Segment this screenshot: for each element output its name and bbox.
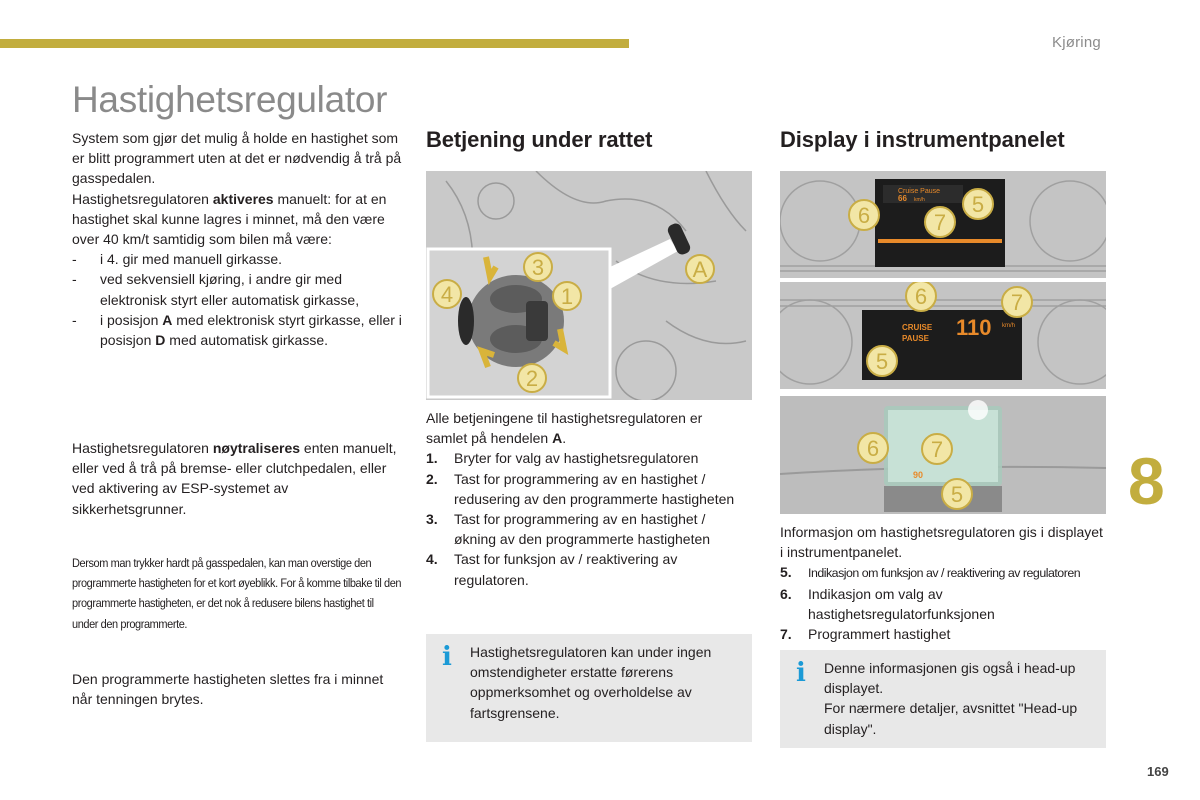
overspeed-note: Dersom man trykker hardt på gasspedalen, kan man overstige den programmerte hastigheten for et kort øyeblikk. For å komme tilbake til den programmerte hastigheten, er det nok å redusere bilens hastighet til under den programmerte. bbox=[72, 556, 402, 631]
info-icon: i bbox=[442, 642, 452, 672]
list-item bbox=[780, 562, 1106, 583]
steering-controls-image bbox=[426, 171, 752, 400]
svg-text:1: 1 bbox=[560, 284, 574, 309]
controls-title: Betjening under rattet bbox=[426, 127, 653, 152]
display-intro: Informasjon om hastighetsregulatoren gis i displayet i instrumentpanelet. bbox=[780, 524, 1103, 561]
activation-suffix: manuelt: for at en hastighet skal kunne lagres i minnet, må den være over 40 km/t samtidig som bilen må være: bbox=[72, 190, 387, 248]
instrument-display-image-2 bbox=[780, 282, 1106, 389]
header-accent-bar bbox=[0, 39, 629, 48]
callout-2 bbox=[518, 364, 546, 392]
chapter-label: Kjøring bbox=[1052, 34, 1101, 51]
controls-list bbox=[426, 448, 746, 589]
svg-text:6: 6 bbox=[914, 284, 928, 309]
callout-5 bbox=[942, 479, 972, 509]
svg-text:66: 66 bbox=[898, 194, 907, 203]
info-icon: i bbox=[796, 658, 806, 688]
neutralize-text bbox=[72, 438, 402, 519]
svg-text:km/h: km/h bbox=[914, 197, 925, 203]
svg-text:6: 6 bbox=[866, 436, 880, 461]
list-item bbox=[426, 549, 746, 589]
list-item-text: Indikasjon om valg av hastighetsregulatorfunksjonen bbox=[808, 585, 995, 622]
item-number: 4. bbox=[426, 551, 438, 568]
list-item bbox=[426, 469, 746, 509]
svg-text:3: 3 bbox=[531, 255, 545, 280]
controls-intro-prefix: Alle betjeningene til hastighetsregulatoren er samlet på hendelen bbox=[426, 410, 703, 447]
activation-paragraph bbox=[72, 189, 402, 250]
display-info-box bbox=[780, 650, 1106, 748]
display-section bbox=[780, 522, 1106, 644]
neutralize-prefix: Hastighetsregulatoren bbox=[72, 440, 213, 456]
svg-text:CRUISE: CRUISE bbox=[902, 323, 933, 332]
callout-7 bbox=[922, 434, 952, 464]
display-title: Display i instrumentpanelet bbox=[780, 127, 1065, 152]
svg-text:2: 2 bbox=[525, 366, 539, 391]
item-number: 2. bbox=[426, 470, 438, 487]
list-item-text: med automatisk girkasse. bbox=[165, 332, 329, 349]
list-item-text: med elektronisk styrt girkasse, eller i posisjon bbox=[100, 311, 402, 349]
list-item bbox=[72, 249, 402, 269]
gear-position-d: D bbox=[155, 332, 166, 349]
item-number: 6. bbox=[780, 585, 792, 602]
controls-info-box bbox=[426, 634, 752, 742]
callout-7 bbox=[1002, 287, 1032, 317]
intro-paragraph: System som gjør det mulig å holde en hastighet som er blitt programmert uten at det er nødvendig å trå på gasspedalen. bbox=[72, 130, 402, 187]
list-item-text: Tast for programmering av en hastighet / økning av den programmerte hastigheten bbox=[454, 511, 711, 548]
callout-6 bbox=[858, 433, 888, 463]
activation-bold: aktiveres bbox=[212, 190, 274, 207]
head-up-display-image bbox=[780, 396, 1106, 514]
activation-prefix: Hastighetsregulatoren bbox=[72, 190, 213, 207]
display-info-line-2: For nærmere detaljer, avsnittet "Head-up display". bbox=[824, 700, 1078, 737]
list-item-text: i posisjon bbox=[100, 311, 163, 328]
callout-5 bbox=[867, 346, 897, 376]
item-number: 1. bbox=[426, 450, 438, 467]
lever-a-label: A bbox=[552, 430, 563, 447]
dash-marker: - bbox=[72, 251, 77, 268]
list-item bbox=[426, 509, 746, 549]
callout-4 bbox=[433, 280, 461, 308]
list-item-text: i 4. gir med manuell girkasse. bbox=[100, 251, 283, 268]
controls-intro-suffix: . bbox=[562, 430, 567, 447]
display-list bbox=[780, 562, 1106, 644]
instrument-display-image-1 bbox=[780, 171, 1106, 278]
controls-info-text: Hastighetsregulatoren kan under ingen omstendigheter erstatte førerens oppmerksomhet og overholdelse av fartsgrensene. bbox=[470, 644, 712, 721]
page-title: Hastighetsregulator bbox=[72, 79, 388, 120]
svg-text:5: 5 bbox=[950, 482, 964, 507]
list-item bbox=[72, 310, 402, 350]
list-item bbox=[780, 584, 1106, 624]
gear-position-a: A bbox=[162, 311, 173, 328]
svg-text:km/h: km/h bbox=[1002, 323, 1016, 329]
chapter-number: 8 bbox=[1128, 444, 1165, 518]
intro-section bbox=[72, 128, 402, 350]
item-number: 3. bbox=[426, 511, 438, 528]
callout-1 bbox=[553, 282, 581, 310]
page-number: 169 bbox=[1147, 764, 1169, 779]
display-info-text bbox=[824, 658, 1090, 739]
list-item-text: Indikasjon om funksjon av / reaktivering av regulatoren bbox=[808, 566, 1081, 581]
svg-text:5: 5 bbox=[971, 192, 985, 217]
display-info-line-1: Denne informasjonen gis også i head-up displayet. bbox=[824, 660, 1076, 697]
neutralize-paragraph bbox=[72, 438, 402, 519]
dash-marker: - bbox=[72, 311, 77, 328]
svg-text:PAUSE: PAUSE bbox=[902, 334, 929, 343]
conditions-list bbox=[72, 249, 402, 350]
svg-text:7: 7 bbox=[930, 437, 944, 462]
list-item bbox=[426, 448, 746, 468]
callout-7 bbox=[925, 207, 955, 237]
callout-6 bbox=[849, 200, 879, 230]
svg-text:90: 90 bbox=[913, 470, 924, 480]
controls-section bbox=[426, 408, 746, 590]
item-number: 5. bbox=[780, 564, 792, 581]
dash-marker: - bbox=[72, 271, 77, 288]
callout-a bbox=[686, 255, 714, 283]
svg-text:7: 7 bbox=[1010, 290, 1024, 315]
svg-text:110: 110 bbox=[956, 315, 992, 340]
neutralize-suffix: enten manuelt, eller ved å trå på bremse- eller clutchpedalen, eller ved aktivering av ESP-systemet av sikkerhetsgrunner. bbox=[72, 440, 397, 517]
svg-text:7: 7 bbox=[933, 210, 947, 235]
neutralize-bold: nøytraliseres bbox=[212, 440, 301, 456]
svg-text:Cruise Pause: Cruise Pause bbox=[898, 188, 941, 195]
callout-5 bbox=[963, 189, 993, 219]
controls-intro bbox=[426, 408, 746, 448]
list-item-text: Tast for programmering av en hastighet / redusering av den programmerte hastigheten bbox=[454, 470, 735, 507]
list-item-text: ved sekvensiell kjøring, i andre gir med elektronisk styrt eller automatisk girkasse, bbox=[100, 271, 360, 308]
erase-note: Den programmerte hastigheten slettes fra i minnet når tenningen brytes. bbox=[72, 671, 384, 708]
list-item-text: Bryter for valg av hastighetsregulatoren bbox=[454, 450, 699, 467]
svg-text:5: 5 bbox=[875, 349, 889, 374]
item-number: 7. bbox=[780, 626, 792, 643]
list-item bbox=[72, 269, 402, 309]
svg-text:A: A bbox=[692, 257, 708, 282]
callout-3 bbox=[524, 253, 552, 281]
list-item-text: Tast for funksjon av / reaktivering av regulatoren. bbox=[454, 551, 678, 588]
svg-text:6: 6 bbox=[857, 203, 871, 228]
svg-text:4: 4 bbox=[440, 282, 454, 307]
list-item bbox=[780, 624, 1106, 644]
callout-6 bbox=[906, 282, 936, 311]
list-item-text: Programmert hastighet bbox=[808, 626, 951, 643]
